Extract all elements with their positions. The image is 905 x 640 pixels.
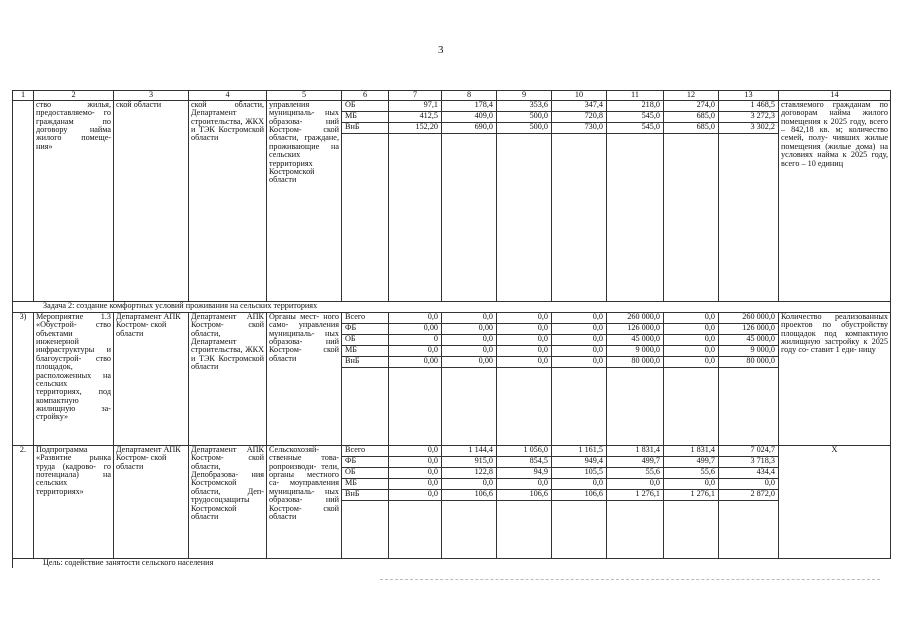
- funding-source-cell: ВнБ: [342, 123, 389, 134]
- amount-cell: 0,0: [552, 313, 607, 324]
- amount-cell: 353,6: [497, 101, 552, 112]
- goal-row: [13, 559, 891, 569]
- amount-cell: [719, 368, 779, 446]
- amount-cell: 55,6: [664, 468, 719, 479]
- amount-cell: 730,0: [552, 123, 607, 134]
- amount-cell: 0,0: [442, 346, 497, 357]
- amount-cell: 500,0: [497, 123, 552, 134]
- amount-cell: 1 161,5: [552, 446, 607, 457]
- amount-cell: 0,0: [664, 335, 719, 346]
- column-number-cell: 5: [267, 91, 342, 101]
- amount-cell: 949,4: [552, 457, 607, 468]
- amount-cell: 0,0: [497, 335, 552, 346]
- amount-cell: 3 718,3: [719, 457, 779, 468]
- amount-cell: 854,5: [497, 457, 552, 468]
- co-executor-cell: ской области, Департамент строительства, ЖКХ и ТЭК Костромской области: [189, 101, 267, 302]
- amount-cell: [719, 501, 779, 559]
- amount-cell: 0,0: [664, 313, 719, 324]
- amount-cell: 0,0: [552, 479, 607, 490]
- indicator-cell: Х: [779, 446, 891, 559]
- amount-cell: 499,7: [664, 457, 719, 468]
- amount-cell: [607, 134, 664, 302]
- amount-cell: 685,0: [664, 123, 719, 134]
- amount-cell: 122,8: [442, 468, 497, 479]
- amount-cell: 55,6: [607, 468, 664, 479]
- amount-cell: [664, 368, 719, 446]
- amount-cell: 0,00: [389, 357, 442, 368]
- indicator-cell: Количество реализованных проектов по обустройству площадок под компактную жилищную застройку к 2025 году со- ставит 1 еди- ницу: [779, 313, 891, 446]
- amount-cell: 0,0: [389, 346, 442, 357]
- funding-source-cell: МБ: [342, 346, 389, 357]
- amount-cell: 0,0: [389, 313, 442, 324]
- responsible-executor-cell: ской области: [114, 101, 189, 302]
- amount-cell: [442, 134, 497, 302]
- amount-cell: [607, 368, 664, 446]
- funding-source-cell: Всего: [342, 313, 389, 324]
- amount-cell: 1 468,5: [719, 101, 779, 112]
- amount-cell: 0,0: [664, 479, 719, 490]
- amount-cell: 9 000,0: [719, 346, 779, 357]
- program-table: [12, 90, 891, 568]
- task-title-cell: Задача 2: создание комфортных условий проживания на сельских территориях: [13, 302, 891, 313]
- amount-cell: 0,0: [389, 479, 442, 490]
- faded-bottom-line: [380, 579, 880, 580]
- amount-cell: 7 024,7: [719, 446, 779, 457]
- funding-source-cell: [342, 501, 389, 559]
- amount-cell: [552, 134, 607, 302]
- amount-cell: 347,4: [552, 101, 607, 112]
- amount-cell: [552, 368, 607, 446]
- funding-source-cell: ВнБ: [342, 357, 389, 368]
- amount-cell: 499,7: [607, 457, 664, 468]
- participants-cell: Органы мест- ного само- управления муниципаль- ных образова- ний Костром- ской области: [267, 313, 342, 446]
- amount-cell: 0,0: [552, 335, 607, 346]
- amount-cell: 0,0: [497, 313, 552, 324]
- amount-cell: 1 831,4: [607, 446, 664, 457]
- funding-source-cell: ФБ: [342, 324, 389, 335]
- co-executor-cell: Департамент АПК Костром- ской области, Департамент строительства, ЖКХ и ТЭК Костромской области: [189, 313, 267, 446]
- amount-cell: 0,00: [389, 324, 442, 335]
- amount-cell: 545,0: [607, 112, 664, 123]
- amount-cell: 0,0: [389, 457, 442, 468]
- amount-cell: 0,0: [442, 313, 497, 324]
- amount-cell: 0,00: [442, 357, 497, 368]
- amount-cell: 412,5: [389, 112, 442, 123]
- amount-cell: 720,8: [552, 112, 607, 123]
- amount-cell: 0,0: [389, 446, 442, 457]
- amount-cell: 0,00: [442, 324, 497, 335]
- row-number-cell: 3): [13, 313, 34, 446]
- amount-cell: 500,0: [497, 112, 552, 123]
- amount-cell: 545,0: [607, 123, 664, 134]
- funding-source-cell: [342, 368, 389, 446]
- program-table-container: [12, 90, 890, 568]
- amount-cell: 0,0: [664, 346, 719, 357]
- funding-source-cell: ОБ: [342, 468, 389, 479]
- amount-cell: 80 000,0: [719, 357, 779, 368]
- amount-cell: 0,0: [664, 357, 719, 368]
- amount-cell: 1 276,1: [664, 490, 719, 501]
- column-number-row: [13, 91, 891, 101]
- funding-source-cell: ВнБ: [342, 490, 389, 501]
- amount-cell: 260 000,0: [607, 313, 664, 324]
- amount-cell: 1 831,4: [664, 446, 719, 457]
- amount-cell: [442, 368, 497, 446]
- column-number-cell: 14: [779, 91, 891, 101]
- amount-cell: 0,0: [389, 468, 442, 479]
- column-number-cell: 7: [389, 91, 442, 101]
- amount-cell: 3 272,3: [719, 112, 779, 123]
- participants-cell: Сельскохозяй- ственные това- ропроизводи- тели, органы местного са- моуправления муниципаль- ных образова- ний Костром- ской области: [267, 446, 342, 559]
- amount-cell: 218,0: [607, 101, 664, 112]
- amount-cell: 106,6: [552, 490, 607, 501]
- table-row: [13, 446, 891, 457]
- column-number-cell: 8: [442, 91, 497, 101]
- amount-cell: 3 302,2: [719, 123, 779, 134]
- amount-cell: [664, 501, 719, 559]
- amount-cell: [497, 134, 552, 302]
- measure-name-cell: Подпрограмма «Развитие рынка труда (кадрово- го потенциала) на сельских территориях»: [34, 446, 114, 559]
- amount-cell: [389, 368, 442, 446]
- amount-cell: [442, 501, 497, 559]
- column-number-cell: 12: [664, 91, 719, 101]
- amount-cell: 0,0: [442, 335, 497, 346]
- page-number: 3: [438, 44, 444, 56]
- participants-cell: управления муниципаль- ных образова- ний Костром- ской области, граждане, проживающие на сельских территориях Костромской области: [267, 101, 342, 302]
- funding-source-cell: [342, 134, 389, 302]
- amount-cell: 45 000,0: [719, 335, 779, 346]
- amount-cell: 152,20: [389, 123, 442, 134]
- funding-source-cell: МБ: [342, 479, 389, 490]
- amount-cell: [389, 134, 442, 302]
- column-number-cell: 11: [607, 91, 664, 101]
- row-number-cell: [13, 101, 34, 302]
- amount-cell: 94,9: [497, 468, 552, 479]
- amount-cell: 126 000,0: [719, 324, 779, 335]
- amount-cell: [664, 134, 719, 302]
- amount-cell: [719, 134, 779, 302]
- amount-cell: [389, 501, 442, 559]
- amount-cell: [497, 368, 552, 446]
- amount-cell: 0,0: [497, 346, 552, 357]
- amount-cell: 178,4: [442, 101, 497, 112]
- amount-cell: 1 056,0: [497, 446, 552, 457]
- column-number-cell: 3: [114, 91, 189, 101]
- responsible-executor-cell: Департамент АПК Костром- ской области: [114, 446, 189, 559]
- amount-cell: 0,0: [442, 479, 497, 490]
- indicator-cell: ставляемого гражданам по договорам найма жилого помещения к 2025 году, всего – 842,18 кв. м; количество семей, полу- чивших жилые помещения (жилые дома) на условиях найма к 2025 году, всего – 10 единиц: [779, 101, 891, 302]
- funding-source-cell: МБ: [342, 112, 389, 123]
- column-number-cell: 1: [13, 91, 34, 101]
- amount-cell: 0,0: [552, 346, 607, 357]
- amount-cell: 0,0: [607, 479, 664, 490]
- amount-cell: 0,0: [552, 357, 607, 368]
- column-number-cell: 2: [34, 91, 114, 101]
- amount-cell: 0,0: [552, 324, 607, 335]
- amount-cell: 0: [389, 335, 442, 346]
- measure-name-cell: Мероприятие 1.3 «Обустрой- ство объектами инженерной инфраструктуры и благоустрой- ство площадок, расположенных на сельских территориях, под компактную жилищную за- стройку»: [34, 313, 114, 446]
- amount-cell: 915,0: [442, 457, 497, 468]
- amount-cell: 0,0: [389, 490, 442, 501]
- table-row: [13, 101, 891, 112]
- task-row: [13, 302, 891, 313]
- amount-cell: [607, 501, 664, 559]
- amount-cell: 260 000,0: [719, 313, 779, 324]
- amount-cell: 9 000,0: [607, 346, 664, 357]
- amount-cell: 45 000,0: [607, 335, 664, 346]
- amount-cell: 0,0: [497, 324, 552, 335]
- amount-cell: 80 000,0: [607, 357, 664, 368]
- column-number-cell: 13: [719, 91, 779, 101]
- table-row: [13, 313, 891, 324]
- goal-title-cell: Цель: содействие занятости сельского населения: [13, 559, 891, 569]
- responsible-executor-cell: Департамент АПК Костром- ской области: [114, 313, 189, 446]
- column-number-cell: 4: [189, 91, 267, 101]
- amount-cell: 106,6: [497, 490, 552, 501]
- amount-cell: [497, 501, 552, 559]
- amount-cell: 0,0: [497, 479, 552, 490]
- amount-cell: 690,0: [442, 123, 497, 134]
- row-number-cell: 2.: [13, 446, 34, 559]
- amount-cell: 274,0: [664, 101, 719, 112]
- amount-cell: 685,0: [664, 112, 719, 123]
- funding-source-cell: Всего: [342, 446, 389, 457]
- funding-source-cell: ОБ: [342, 101, 389, 112]
- co-executor-cell: Департамент АПК Костром- ской области, Депобразова- ния Костромской области, Деп- трудосоцзащиты Костромской области: [189, 446, 267, 559]
- amount-cell: 0,0: [719, 479, 779, 490]
- amount-cell: [552, 501, 607, 559]
- amount-cell: 2 872,0: [719, 490, 779, 501]
- amount-cell: 105,5: [552, 468, 607, 479]
- column-number-cell: 9: [497, 91, 552, 101]
- amount-cell: 126 000,0: [607, 324, 664, 335]
- measure-name-cell: ство жилья, предоставляемо- го гражданам по договору найма жилого помеще- ния»: [34, 101, 114, 302]
- amount-cell: 106,6: [442, 490, 497, 501]
- amount-cell: 0,0: [664, 324, 719, 335]
- amount-cell: 1 276,1: [607, 490, 664, 501]
- funding-source-cell: ФБ: [342, 457, 389, 468]
- amount-cell: 434,4: [719, 468, 779, 479]
- amount-cell: 97,1: [389, 101, 442, 112]
- column-number-cell: 10: [552, 91, 607, 101]
- amount-cell: 1 144,4: [442, 446, 497, 457]
- column-number-cell: 6: [342, 91, 389, 101]
- funding-source-cell: ОБ: [342, 335, 389, 346]
- amount-cell: 0,0: [497, 357, 552, 368]
- amount-cell: 409,0: [442, 112, 497, 123]
